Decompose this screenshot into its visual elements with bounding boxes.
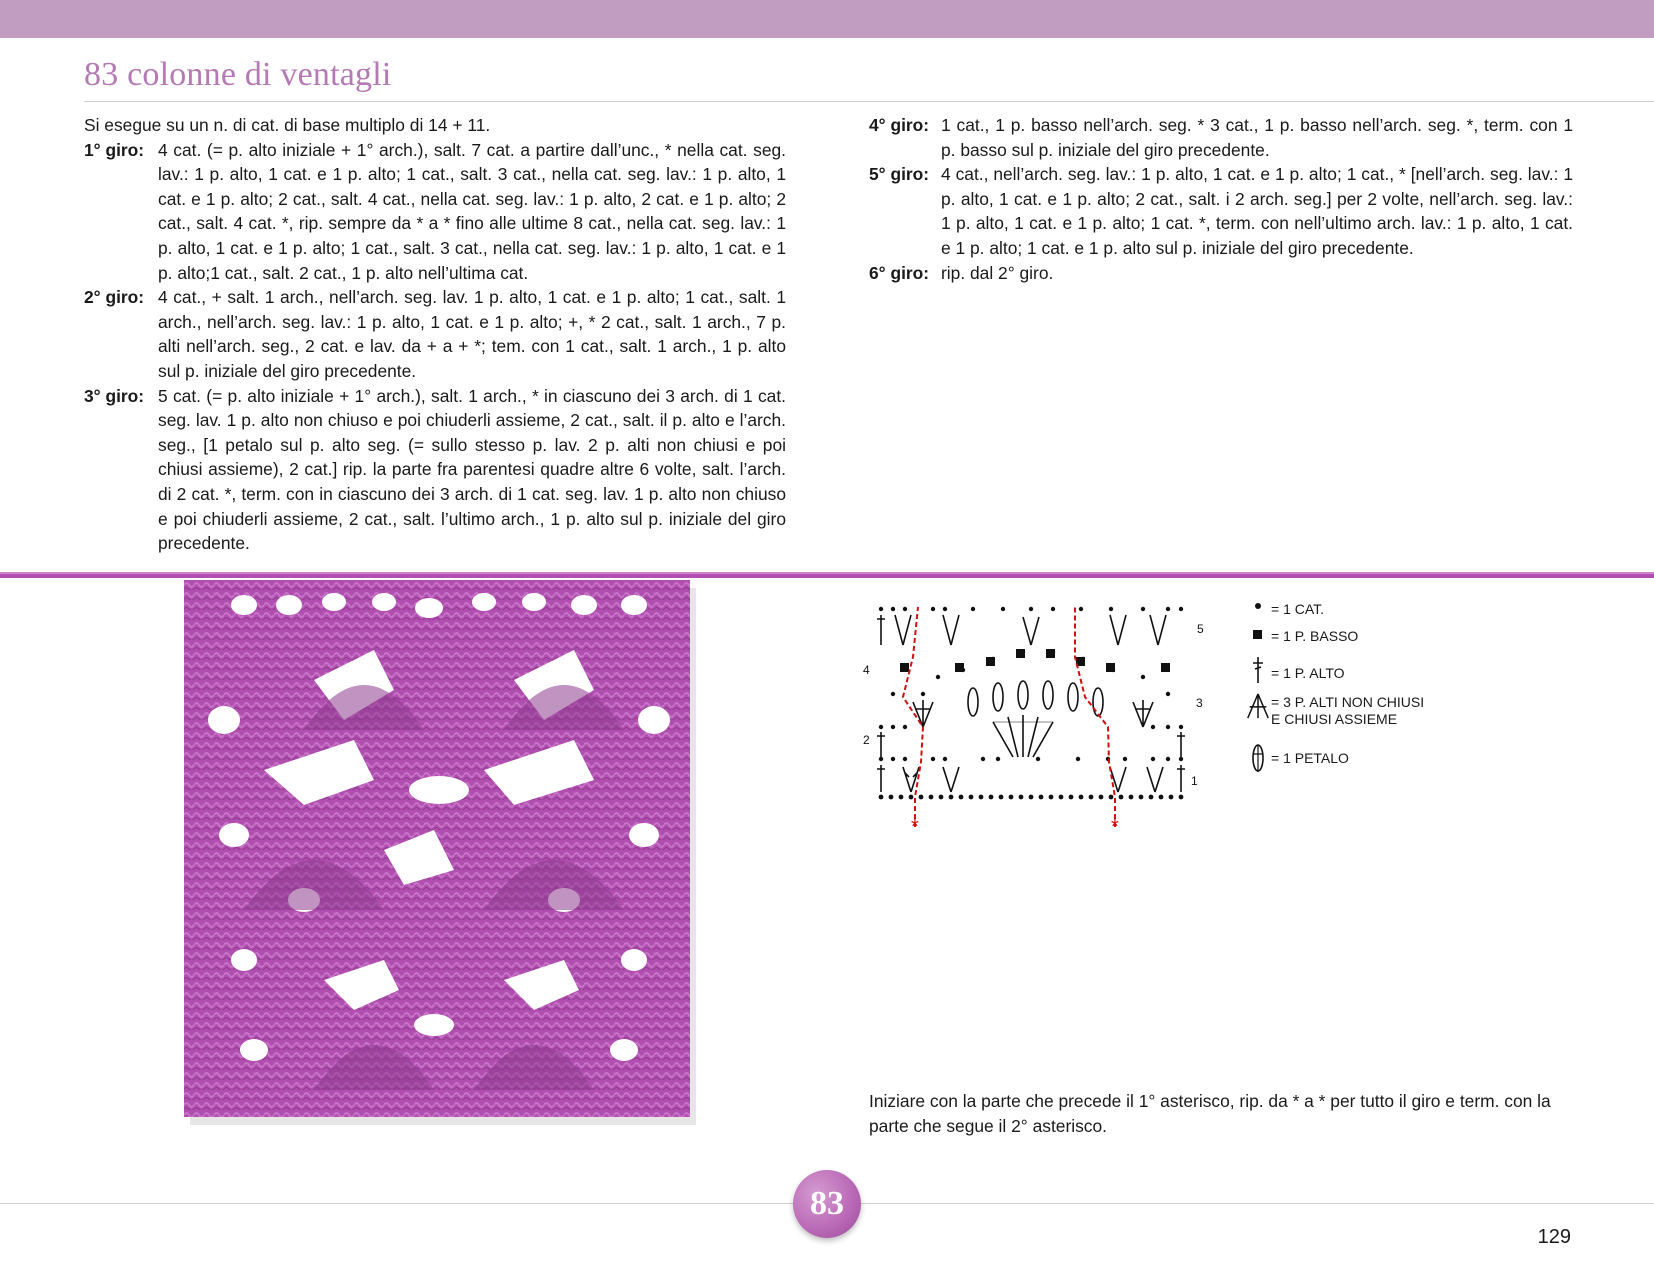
round-3 [84,384,786,556]
instructions-right-column [869,113,1573,285]
round-2 [84,285,786,383]
intro-text: Si esegue su un n. di cat. di base multiplo di 14 + 11. [84,115,491,135]
legend-item-chain [1245,601,1324,618]
row-number-3: 3 [1196,696,1203,710]
chart-legend [1245,597,1465,777]
chain-dot-icon [1245,601,1271,611]
legend-item-double-crochet [1245,655,1345,685]
petal-icon [1245,742,1271,774]
round-5 [869,162,1573,260]
double-crochet-icon [1245,655,1271,685]
page-number: 129 [1537,1226,1571,1248]
pattern-title: 83 colonne di ventagli [84,56,392,93]
round-4 [869,113,1573,162]
asterisk-end: * [1111,816,1119,835]
round-text: rip. dal 2° giro. [941,262,1054,283]
yarn-divider [0,571,1654,579]
instructions-left-column [84,113,786,556]
legend-label: = 1 P. ALTO [1271,665,1345,681]
repeat-note: Iniziare con la parte che precede il 1° asterisco, rip. da * a * per tutto il giro e term. con la parte che segue il 2° asterisco. [869,1091,1551,1136]
round-text: 4 cat., nell’arch. seg. lav.: 1 p. alto, 1 cat. e 1 p. alto; 1 cat., * [nell’arch. seg. lav.: 1 p. alto, 1 cat. e 1 p. alto; 2 cat., salt. i 2 arch. seg.] per 2 volte, nell’arch. seg. lav.: 1 p. alto, 1 cat. e 1 p. alto; 1 cat. *, term. con nell’ultimo arch. lav.: 1 p. alto, 1 cat. e 1 p. alto; 1 cat. e 1 p. alto sul p. iniziale del giro precedente. [941,164,1573,258]
round-text: 5 cat. (= p. alto iniziale + 1° arch.), salt. 1 arch., * in ciascuno dei 3 arch. di 1 cat. seg. lav. 1 p. alto non chiuso e poi chiuderli assieme, 2 cat., salt. il p. alto e l’arch. seg., [1 petalo sul p. alto seg. (= sullo stesso p. lav. 2 p. alti non chiusi e poi chiusi assieme), 2 cat.] rip. la parte fra parentesi quadre altre 6 volte, salt. l’arch. di 2 cat. *, term. con in ciascuno dei 3 arch. di 1 cat. seg. lav. 1 p. alto non chiuso e poi chiuderli assieme, 2 cat., salt. l’ultimo arch., 1 p. alto sul p. iniziale del giro precedente. [158,385,786,554]
legend-item-cluster [1245,691,1424,728]
round-text: 1 cat., 1 p. basso nell’arch. seg. * 3 cat., 1 p. basso nell’arch. seg. *, term. con 1 p. basso sul p. iniziale del giro precedente. [941,115,1573,160]
row-number-5: 5 [1197,622,1204,636]
pattern-number-badge [793,1170,861,1238]
pattern-number: 83 [810,1185,844,1222]
row-number-4: 4 [863,663,870,677]
single-crochet-square-icon [1245,628,1271,640]
round-label: 4° giro: [869,115,930,135]
crochet-chart-diagram [863,597,1219,835]
row-number-2: 2 [863,733,870,747]
legend-item-petal [1245,742,1349,774]
round-label: 2° giro: [84,287,145,308]
legend-item-single-crochet [1245,628,1358,645]
asterisk-start: * [911,816,919,835]
cluster-3-icon [1245,691,1271,721]
round-label: 1° giro: [84,139,145,160]
legend-label: = 1 PETALO [1271,750,1349,766]
round-1 [84,138,786,286]
round-6 [869,261,1573,286]
top-color-band [0,0,1654,38]
round-text: 4 cat., + salt. 1 arch., nell’arch. seg. lav. 1 p. alto, 1 cat. e 1 p. alto; 1 cat., salt. 1 arch., nell’arch. seg. lav.: 1 p. alto, 1 cat. e 1 p. alto; +, * 2 cat., salt. 1 arch., 7 p. alti nell’arch. seg., 2 cat. e lav. da + a + *; tem. con 1 cat., salt. 1 arch., 1 p. alto sul p. iniziale del giro precedente. [158,287,786,381]
round-text: 4 cat. (= p. alto iniziale + 1° arch.), salt. 7 cat. a partire dall’unc., * nella cat. seg. lav.: 1 p. alto, 1 cat. e 1 p. alto; 1 cat., salt. 3 cat., nella cat. seg. lav.: 1 p. alto, 1 cat. e 1 p. alto; 2 cat., salt. 4 cat., nella cat. seg. lav.: 1 p. alto, 2 cat. e 1 p. alto; 2 cat., salt. 4 cat. *, rip. sempre da * a * fino alle ultime 8 cat., nella cat. seg. lav.: 1 p. alto, 1 cat. e 1 p. alto; 1 cat., salt. 3 cat., nella cat. seg. lav.: 1 p. alto, 1 cat. e 1 p. alto;1 cat., salt. 2 cat., 1 p. alto nell’ultima cat. [158,139,786,283]
round-label: 6° giro: [869,262,930,283]
legend-label: = 1 P. BASSO [1271,628,1359,644]
legend-label: = 3 P. ALTI NON CHIUSI E CHIUSI ASSIEME [1271,694,1425,727]
legend-label: = 1 CAT. [1271,601,1325,617]
row-number-1: 1 [1191,774,1198,788]
crochet-swatch-image [184,580,696,1125]
title-divider [84,101,1654,102]
round-label: 5° giro: [869,164,930,185]
round-label: 3° giro: [84,385,145,406]
